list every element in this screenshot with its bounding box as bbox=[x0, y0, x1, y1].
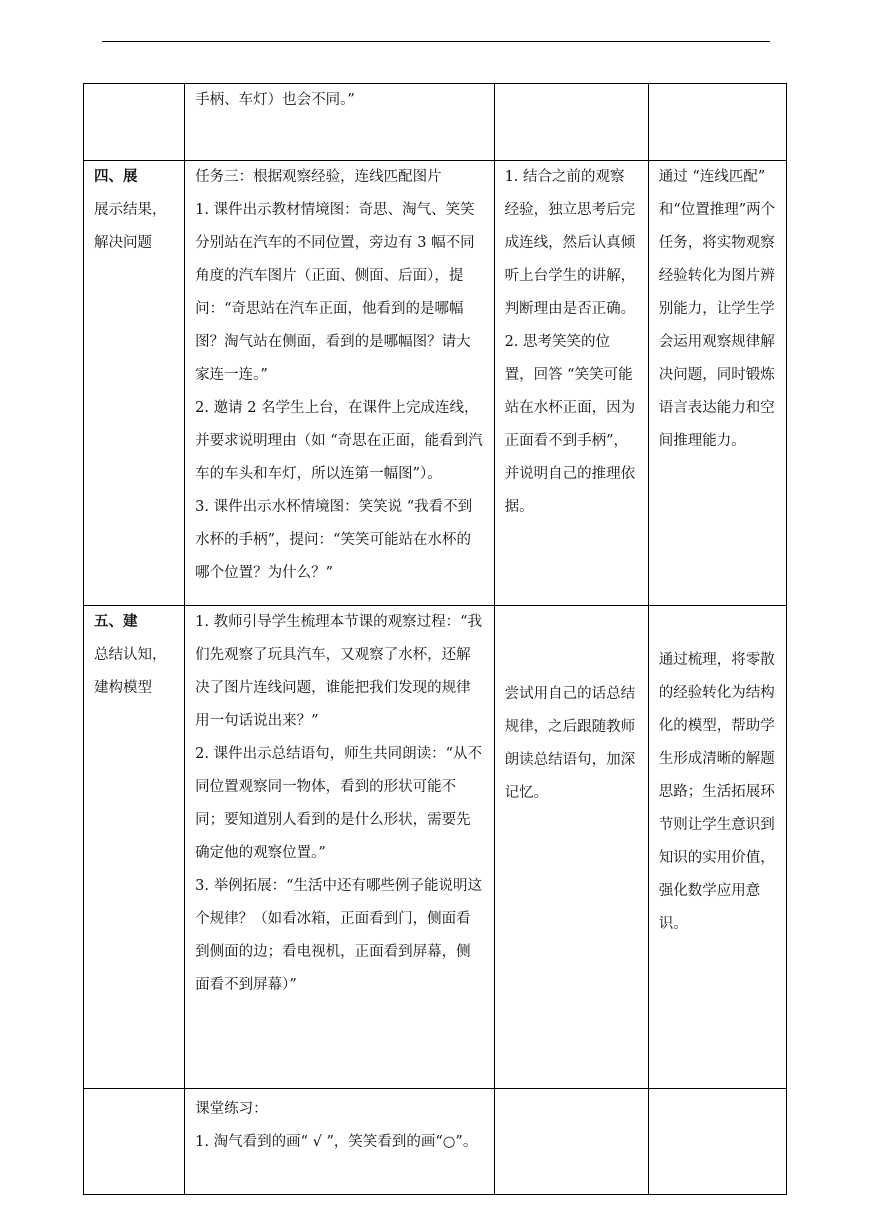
stage-cell bbox=[84, 84, 185, 161]
teacher-paragraph: 手柄、车灯）也会不同。” bbox=[195, 92, 355, 108]
teacher-paragraph: 课堂练习： bbox=[195, 1101, 268, 1117]
table-row bbox=[84, 606, 787, 1089]
student-activity-cell bbox=[494, 84, 648, 161]
teacher-paragraph: 2. 课件出示总结语句，师生共同朗读：“从不同位置观察同一物体，看到的形状可能不同；要知道别人看到的是什么形状，需要先确定他的观察位置。” bbox=[195, 746, 482, 861]
design-intent-cell bbox=[648, 84, 786, 161]
teacher-paragraph: 3. 课件出示水杯情境图：笑笑说 “我看不到水杯的手柄”，提问：“笑笑可能站在水杯的哪个位置？为什么？” bbox=[195, 499, 473, 581]
teacher-paragraph: 1. 教师引导学生梳理本节课的观察过程：“我们先观察了玩具汽车，又观察了水杯，还解决了图片连线问题，谁能把我们发现的规律用一句话说出来？” bbox=[195, 614, 482, 729]
student-activity-cell bbox=[494, 161, 648, 606]
header-rule bbox=[102, 41, 770, 42]
stage-cell bbox=[84, 161, 185, 606]
intent-paragraph: 通过梳理，将零散的经验转化为结构化的模型，帮助学生形成清晰的解题思路；生活拓展环节则让学生意识到知识的实用价值，强化数学应用意识。 bbox=[658, 652, 775, 932]
stage-title: 四、展 bbox=[94, 169, 138, 185]
teacher-activity-cell bbox=[185, 606, 494, 1089]
stage-cell bbox=[84, 1089, 185, 1195]
teacher-activity-cell bbox=[185, 161, 494, 606]
teacher-activity-cell bbox=[185, 84, 494, 161]
table-row bbox=[84, 84, 787, 161]
design-intent-cell bbox=[648, 606, 786, 1089]
stage-cell bbox=[84, 606, 185, 1089]
table-row bbox=[84, 1089, 787, 1195]
stage-description: 总结认知，建构模型 bbox=[94, 647, 167, 696]
teacher-paragraph: 2. 邀请 2 名学生上台，在课件上完成连线，并要求说明理由（如 “奇思在正面，能看到汽车的车头和车灯，所以连第一幅图”）。 bbox=[195, 400, 483, 482]
stage-title: 五、建 bbox=[94, 614, 138, 630]
student-paragraph: 尝试用自己的话总结规律，之后跟随教师朗读总结语句，加深记忆。 bbox=[504, 686, 636, 801]
student-paragraph: 1. 结合之前的观察经验，独立思考后完成连线，然后认真倾听上台学生的讲解，判断理由是否正确。 bbox=[504, 169, 636, 317]
student-activity-cell bbox=[494, 606, 648, 1089]
design-intent-cell bbox=[648, 161, 786, 606]
lesson-plan-table bbox=[83, 83, 787, 1195]
teacher-paragraph: 1. 淘气看到的画“ √ ”，笑笑看到的画“○”。 bbox=[195, 1134, 478, 1150]
teacher-activity-cell bbox=[185, 1089, 494, 1195]
student-paragraph: 2. 思考笑笑的位置，回答 “笑笑可能站在水杯正面，因为正面看不到手柄”，并说明自己的推理依据。 bbox=[504, 334, 636, 515]
teacher-paragraph: 3. 举例拓展：“生活中还有哪些例子能说明这个规律？（如看冰箱，正面看到门，侧面看到侧面的边；看电视机，正面看到屏幕，侧面看不到屏幕）” bbox=[195, 878, 482, 993]
student-activity-cell bbox=[494, 1089, 648, 1195]
intent-paragraph: 通过 “连线匹配” 和“位置推理”两个任务，将实物观察经验转化为图片辨别能力，让学生学会运用观察规律解决问题，同时锻炼语言表达能力和空间推理能力。 bbox=[658, 169, 776, 449]
design-intent-cell bbox=[648, 1089, 786, 1195]
teacher-paragraph: 任务三：根据观察经验，连线匹配图片 bbox=[195, 169, 442, 185]
stage-description: 展示结果，解决问题 bbox=[94, 202, 167, 251]
table-row bbox=[84, 161, 787, 606]
teacher-paragraph: 1. 课件出示教材情境图：奇思、淘气、笑笑分别站在汽车的不同位置，旁边有 3 幅不同角度的汽车图片（正面、侧面、后面），提问：“奇思站在汽车正面，他看到的是哪幅图？淘气站在侧面，看到的是哪幅图？请大家连一连。” bbox=[195, 202, 475, 383]
